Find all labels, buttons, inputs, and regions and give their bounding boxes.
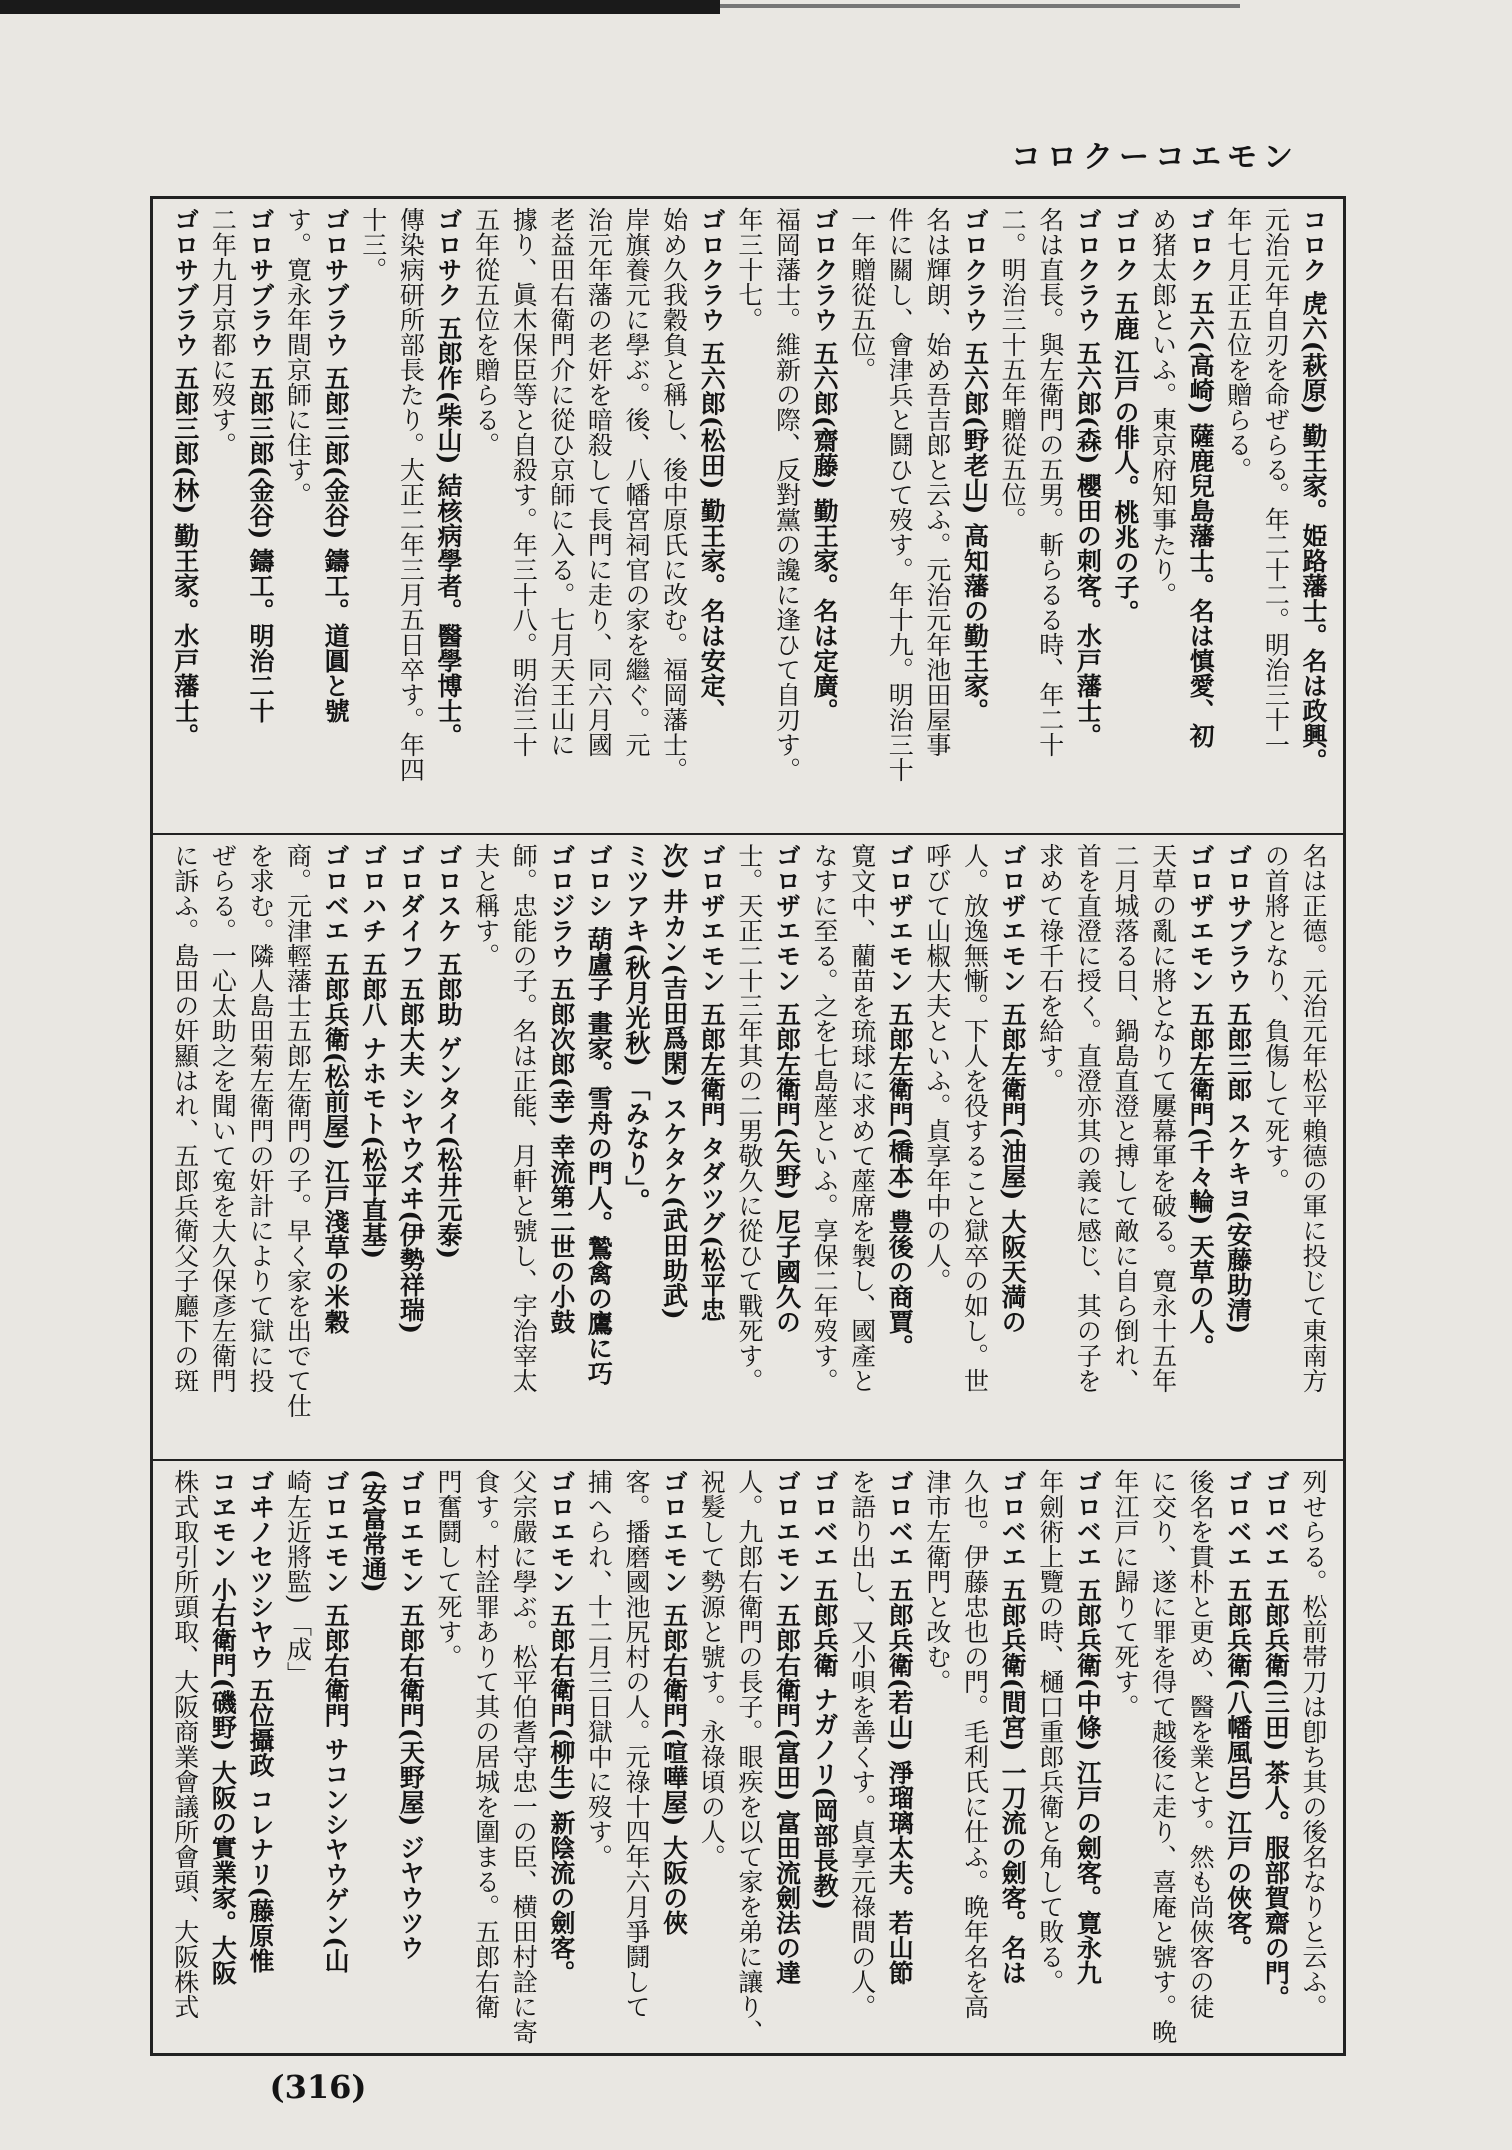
entry-heading-column: ゴロクラウ 五六郎(齋藤) 勤王家。名は定廣。	[810, 207, 840, 724]
entry-text-column: なすに至る。之を七島蓙といふ。享保二年歿す。	[810, 843, 840, 1393]
entry-heading-column: ゴロク 五鹿 江戸の俳人。桃兆の子。	[1110, 207, 1140, 625]
entry-text-column: に交り、遂に罪を得て越後に走り、喜庵と號す。晩	[1148, 1469, 1178, 2044]
entry-text-column: 祝髮して勢源と號す。永祿頃の人。	[697, 1469, 727, 1869]
entry-heading-column: ゴロベエ 五郎兵衛(三田) 茶人。服部賀齋の門。	[1261, 1469, 1291, 2011]
entry-text-column: 父宗嚴に學ぶ。松平伯耆守忠一の臣、横田村詮に寄	[509, 1469, 539, 2044]
entry-text-column: 列せらる。松前帯刀は卽ち其の後名なりと云ふ。	[1299, 1469, 1328, 2019]
entry-text-column: 五年從五位を贈らる。	[471, 207, 501, 457]
entry-text-column: 天草の亂に將となりて屢幕軍を破る。寛永十五年	[1148, 843, 1178, 1393]
entry-text-column: 一年贈從五位。	[847, 207, 877, 382]
entry-text-column: 呼びて山椒大夫といふ。貞享年中の人。	[922, 843, 952, 1293]
entry-text-column: 求めて祿千石を給す。	[1035, 843, 1065, 1093]
entry-heading-column: ゴロベエ 五郎兵衛 ナガノリ(岡部長教)	[810, 1469, 840, 1911]
entry-text-column: 年七月正五位を贈らる。	[1223, 207, 1253, 482]
entry-heading-column: ゴロベエ 五郎兵衛(中條) 江戸の劍客。寛永九	[1073, 1469, 1103, 1986]
entry-heading-column: 次) 井カン(吉田爲閑) スケタケ(武田助武)	[659, 843, 689, 1320]
entry-text-column: 士。天正二十三年其の二男敬久に從ひて戰死す。	[734, 843, 764, 1393]
entry-heading-column: ゴロザエモン 五郎左衛門(油屋) 大阪天満の	[998, 843, 1028, 1335]
entry-heading-column: ゴロジラウ 五郎次郎(幸) 幸流第二世の小鼓	[546, 843, 576, 1335]
entry-text-column: 首を直澄に授く。直澄亦其の義に感じ、其の子を	[1073, 843, 1103, 1393]
entry-heading-column: ゴロエモン 五郎右衛門(富田) 富田流劍法の達	[772, 1469, 802, 1986]
entry-heading-column: ゴロベエ 五郎兵衛(八幡風呂) 江戸の俠客。	[1223, 1469, 1253, 1961]
entry-text-column: 食す。村詮罪ありて其の居城を圍まる。五郎右衛	[471, 1469, 501, 2019]
entry-text-column: 元治元年自刃を命ぜらる。年二十二。明治三十一	[1261, 207, 1291, 757]
entry-text-column: 件に關し、會津兵と鬪ひて歿す。年十九。明治三十	[885, 207, 915, 782]
entry-text-column: 師。忠能の子。名は正能、月軒と號し、宇治宰太	[509, 843, 539, 1393]
entry-heading-column: (安富常通)	[358, 1469, 388, 1593]
entry-text-column: に訴ふ。島田の奸顯はれ、五郎兵衛父子廳下の斑	[170, 843, 200, 1393]
entry-text-column: 津市左衛門と改む。	[922, 1469, 952, 1694]
entry-heading-column: コロク 虎六(萩原) 勤王家。姫路藩士。名は政興。	[1299, 207, 1328, 774]
entry-heading-column: ゴロサブラウ 五郎三郎(林) 勤王家。水戸藩士。	[170, 207, 200, 749]
entry-text-column: 人。放逸無慚。下人を役すること獄卒の如し。世	[960, 843, 990, 1393]
entry-text-column: 年劍術上覽の時、樋口重郎兵衛と角して敗る。	[1035, 1469, 1065, 1994]
entry-text-column: の首將となり、負傷して死す。	[1261, 843, 1291, 1193]
entry-text-column: を求む。隣人島田菊左衛門の奸計によりて獄に投	[245, 843, 275, 1393]
entry-heading-column: ゴロザエモン 五郎左衛門(橋本) 豊後の商賈。	[885, 843, 915, 1360]
entry-text-column: 客。播磨國池尻村の人。元祿十四年六月爭鬪して	[622, 1469, 652, 2019]
entry-text-column: 年三十七。	[734, 207, 764, 332]
entry-heading-column: ゴロクラウ 五六郎(森) 櫻田の刺客。水戸藩士。	[1073, 207, 1103, 749]
entry-text-column: 寛文中、藺苗を琉球に求めて蓙席を製し、國產と	[847, 843, 877, 1393]
entry-text-column: 岸旗養元に學ぶ。後、八幡宮祠官の家を繼ぐ。元	[622, 207, 652, 757]
entry-heading-column: ゴロエモン 五郎右衛門(天野屋) ジヤウツウ	[396, 1469, 426, 1961]
entry-heading-column: ゴロシ 葫盧子 畫家。雪舟の門人。鷙禽の鷹に巧	[584, 843, 614, 1386]
entry-heading-column: ゴロザエモン 五郎左衛門 タダツグ(松平忠	[697, 843, 727, 1323]
entry-heading-column: ゴロダイフ 五郎大夫 シヤウズヰ(伊勢祥瑞)	[396, 843, 426, 1335]
entry-heading-column: ゴロエモン 五郎右衛門 サコンシヤウゲン(山	[321, 1469, 351, 1974]
entry-text-column: め猪太郎といふ。東京府知事たり。	[1148, 207, 1178, 607]
entry-heading-column: ゴロザエモン 五郎左衛門(矢野) 尼子國久の	[772, 843, 802, 1335]
entry-heading-column: ゴロサク 五郎作(柴山) 結核病學者。醫學博士。	[433, 207, 463, 749]
entry-heading-column: ミツアキ(秋月光秋) 「みなり」。	[622, 843, 652, 1213]
text-band-top	[153, 199, 1343, 827]
entry-heading-column: ゴロベエ 五郎兵衛(松前屋) 江戸淺草の米穀	[321, 843, 351, 1335]
entry-text-column: 久也。伊藤忠也の門。毛利氏に仕ふ。晩年名を高	[960, 1469, 990, 2019]
entry-text-column: 捕へられ、十二月三日獄中に歿す。	[584, 1469, 614, 1869]
entry-heading-column: ゴロハチ 五郎八 ナホモト(松平直基)	[358, 843, 388, 1260]
entry-text-column: 名は直長。與左衛門の五男。斬らるる時、年二十	[1035, 207, 1065, 757]
text-frame	[150, 196, 1346, 2056]
entry-text-column: 二。明治三十五年贈從五位。	[998, 207, 1028, 532]
entry-text-column: 名は正德。元治元年松平賴德の軍に投じて東南方	[1299, 843, 1328, 1393]
entry-text-column: ぜらる。一心太助之を聞いて寃を大久保彥左衛門	[208, 843, 238, 1393]
entry-text-column: 據り、眞木保臣等と自殺す。年三十八。明治三十	[509, 207, 539, 757]
entry-heading-column: ゴロベエ 五郎兵衛(若山) 淨瑠璃太夫。若山節	[885, 1469, 915, 1986]
entry-text-column: 門奮鬪して死す。	[433, 1469, 463, 1669]
entry-heading-column: コヱモン 小右衛門(磯野) 大阪の實業家。大阪	[208, 1469, 238, 1986]
entry-heading-column: ゴロエモン 五郎右衛門(喧嘩屋) 大阪の俠	[659, 1469, 689, 1936]
entry-text-column: す。寛永年間京師に住す。	[283, 207, 313, 507]
entry-heading-column: ゴロク 五六(高崎) 薩鹿兒島藩士。名は慎愛、初	[1186, 207, 1216, 749]
entry-heading-column: ゴロクラウ 五六郎(野老山) 高知藩の勤王家。	[960, 207, 990, 724]
entry-text-column: 崎左近將監) 「成」	[283, 1469, 313, 1687]
entry-text-column: 二月城落る日、鍋島直澄と搏して敵に自ら倒れ、	[1110, 843, 1140, 1393]
entry-text-column: 名は輝朗、始め吾吉郎と云ふ。元治元年池田屋事	[922, 207, 952, 757]
entry-text-column: 老益田右衛門介に從ひ京師に入る。七月天王山に	[546, 207, 576, 757]
entry-heading-column: ゴロベエ 五郎兵衛(間宮) 一刀流の劍客。名は	[998, 1469, 1028, 1986]
running-header: コロクーコエモン	[1011, 140, 1299, 175]
entry-text-column: 後名を貫朴と更め、醫を業とす。然も尚俠客の徒	[1186, 1469, 1216, 2019]
text-band-middle	[153, 833, 1343, 1453]
entry-text-column: を語り出し、又小唄を善くす。貞享元祿間の人。	[847, 1469, 877, 2019]
entry-heading-column: ゴロサブラウ 五郎三郎 スケキヨ(安藤助清)	[1223, 843, 1253, 1335]
entry-heading-column: ゴロスケ 五郎助 ゲンタイ(松井元泰)	[433, 843, 463, 1260]
top-rule-thin	[720, 4, 1240, 8]
top-rule	[0, 0, 720, 14]
entry-text-column: 株式取引所頭取、大阪商業會議所會頭、大阪株式	[170, 1469, 200, 2019]
entry-heading-column: ゴヰノセツシヤウ 五位攝政 コレナリ(藤原惟	[245, 1469, 275, 1974]
entry-text-column: 傳染病研所部長たり。大正二年三月五日卒す。年四	[396, 207, 426, 782]
text-band-bottom	[153, 1459, 1343, 2053]
entry-text-column: 福岡藩士。維新の際、反對黨の讒に逢ひて自刃す。	[772, 207, 802, 782]
entry-text-column: 人。九郎右衛門の長子。眼疾を以て家を弟に讓り、	[734, 1469, 764, 2044]
entry-text-column: 年江戸に歸りて死す。	[1110, 1469, 1140, 1719]
entry-heading-column: ゴロエモン 五郎右衛門(柳生) 新陰流の劍客。	[546, 1469, 576, 1986]
entry-text-column: 始め久我穀負と稱し、後中原氏に改む。福岡藩士。	[659, 207, 689, 782]
entry-text-column: 商。元津輕藩士五郎左衛門の子。早く家を出でて仕	[283, 843, 313, 1418]
entry-heading-column: ゴロサブラウ 五郎三郎(金谷) 鑄工。道圓と號	[321, 207, 351, 724]
entry-text-column: 十三。	[358, 207, 388, 282]
entry-text-column: 二年九月京都に歿す。	[208, 207, 238, 457]
entry-heading-column: ゴロザエモン 五郎左衛門(千々輪) 天草の人。	[1186, 843, 1216, 1360]
entry-text-column: 治元年藩の老奸を暗殺して長門に走り、同六月國	[584, 207, 614, 757]
entry-text-column: 夫と稱す。	[471, 843, 501, 968]
entry-heading-column: ゴロクラウ 五六郎(松田) 勤王家。名は安定、	[697, 207, 727, 724]
page-number: (316)	[269, 2068, 367, 2106]
entry-heading-column: ゴロサブラウ 五郎三郎(金谷) 鑄工。明治二十	[245, 207, 275, 724]
